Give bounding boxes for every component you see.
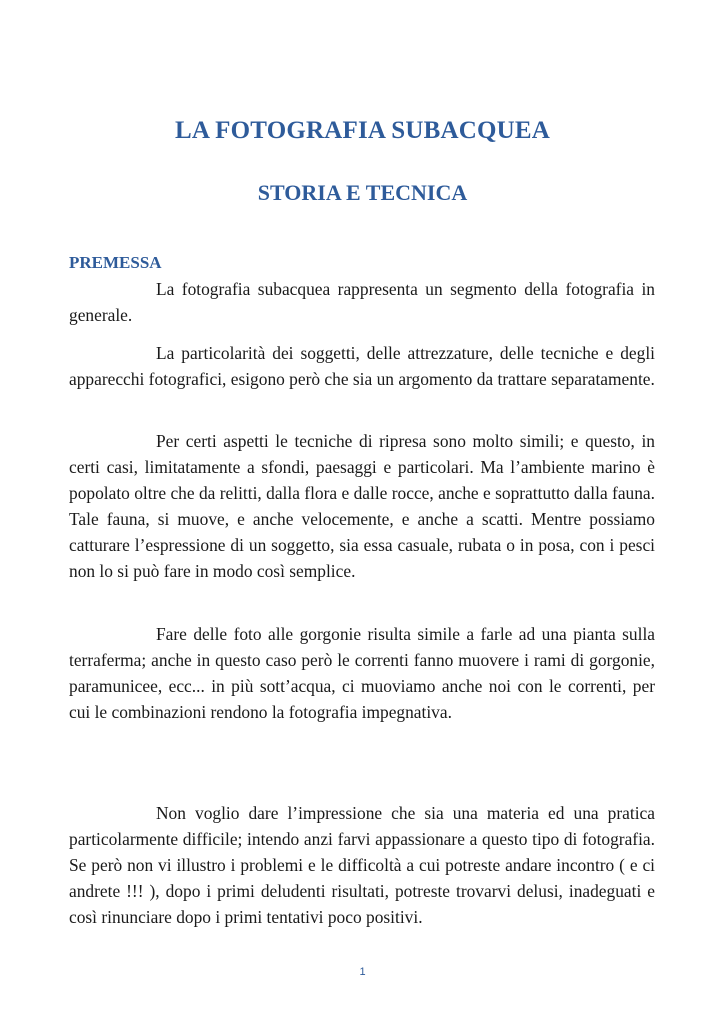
paragraph-2: La particolarità dei soggetti, delle attrezzature, delle tecniche e degli apparecchi fotografici, esigono però che sia un argomento da trattare separatamente. [69, 343, 655, 389]
section-heading-premessa: PREMESSA [69, 253, 162, 272]
paragraph-5: Non voglio dare l’impressione che sia una materia ed una pratica particolarmente difficile; intendo anzi farvi appassionare a questo tipo di fotografia. Se però non vi illustro i problemi e le difficoltà a cui potreste andare incontro ( e ci andrete !!! ), dopo i primi deludenti risultati, potreste trovarvi delusi, inadeguati e così rinunciare dopo i primi tentativi poco positivi. [69, 803, 655, 927]
paragraph-1: La fotografia subacquea rappresenta un segmento della fotografia in generale. [69, 279, 655, 325]
document-title: LA FOTOGRAFIA SUBACQUEA [174, 117, 551, 144]
document-subtitle: STORIA E TECNICA [257, 180, 468, 205]
page-number: 1 [359, 966, 366, 978]
paragraph-3: Per certi aspetti le tecniche di ripresa sono molto simili; e questo, in certi casi, limitatamente a sfondi, paesaggi e particolari. Ma l’ambiente marino è popolato oltre che da relitti, dalla flora e dalle rocce, anche e soprattutto dalla fauna. Tale fauna, si muove, e anche velocemente, e anche a scatti. Mentre possiamo catturare l’espressione di un soggetto, sia essa casuale, rubata o in posa, con i pesci non lo si può fare in modo così semplice. [69, 431, 655, 581]
paragraph-4: Fare delle foto alle gorgonie risulta simile a farle ad una pianta sulla terraferma; anche in questo caso però le correnti fanno muovere i rami di gorgonie, paramunicee, ecc... in più sott’acqua, ci muoviamo anche noi con le correnti, per cui le combinazioni rendono la fotografia impegnativa. [69, 624, 655, 722]
